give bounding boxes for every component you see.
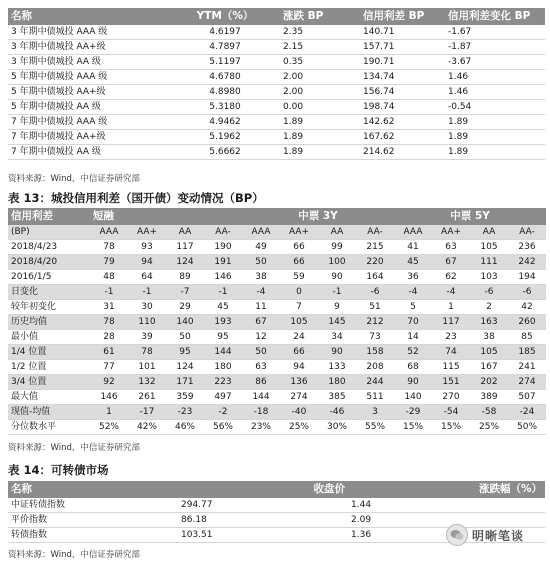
- table-cell: 274: [508, 375, 546, 390]
- table-cell: 89: [166, 270, 204, 285]
- table-cell: 190: [204, 240, 242, 255]
- table-cell: 4.6197: [170, 25, 280, 40]
- table-cell: 1.89: [445, 130, 545, 145]
- table-cell: 45: [394, 255, 432, 270]
- table-cell: 146: [90, 390, 128, 405]
- row-label: 1/4 位置: [8, 345, 90, 360]
- table-cell: 29: [166, 300, 204, 315]
- table-cell: 42: [508, 300, 546, 315]
- group-header-short: 短融: [90, 208, 242, 225]
- table-cell: 1.46: [445, 70, 545, 85]
- table-cell: -1.87: [445, 40, 545, 55]
- table-cell: 1.89: [445, 145, 545, 160]
- table-cell: 55%: [356, 420, 394, 435]
- group-header-mtn3y: 中票 3Y: [242, 208, 394, 225]
- table-cell: 220: [356, 255, 394, 270]
- table-cell: 2: [470, 300, 508, 315]
- table-row: [8, 40, 545, 55]
- table-cell: 4.8980: [170, 85, 280, 100]
- table-row: [8, 315, 546, 330]
- table-cell: 66: [280, 345, 318, 360]
- table-cell: 140: [394, 390, 432, 405]
- col-header-ytm: YTM（%）: [170, 8, 280, 25]
- table-cell: 85: [508, 330, 546, 345]
- table-cell: -4: [394, 285, 432, 300]
- table-cell: 49: [242, 240, 280, 255]
- table-cell: 70: [394, 315, 432, 330]
- table-cell: -58: [470, 405, 508, 420]
- table-cell: 90: [394, 375, 432, 390]
- unit-label: (BP): [8, 225, 90, 240]
- table-cell: 208: [356, 360, 394, 375]
- rating-header: AA: [470, 225, 508, 240]
- table-row: [8, 270, 546, 285]
- table-cell: 389: [470, 390, 508, 405]
- table-cell: -6: [508, 285, 546, 300]
- table-row: [8, 375, 546, 390]
- table-cell: 23: [432, 330, 470, 345]
- table-row: [8, 330, 546, 345]
- table-cell: 5: [394, 300, 432, 315]
- rating-header: AAA: [90, 225, 128, 240]
- table-cell: 163: [470, 315, 508, 330]
- table-cell: 100: [318, 255, 356, 270]
- table-cell: 385: [318, 390, 356, 405]
- table-cell: 61: [90, 345, 128, 360]
- table1-source: 资料来源：Wind，中信证券研究部: [8, 174, 140, 184]
- table-cell: 1.36: [348, 528, 545, 543]
- rating-header: AAA: [394, 225, 432, 240]
- table-cell: 66: [280, 255, 318, 270]
- table-cell: 270: [432, 390, 470, 405]
- table-cell: 25%: [470, 420, 508, 435]
- table-row: [8, 145, 545, 160]
- row-label: 最小值: [8, 330, 90, 345]
- table-cell: 63: [432, 240, 470, 255]
- table-cell: 198.74: [360, 100, 445, 115]
- table-cell: 24: [280, 330, 318, 345]
- row-label: 转债指数: [8, 528, 178, 543]
- table-cell: 359: [166, 390, 204, 405]
- table-cell: -17: [128, 405, 166, 420]
- table-row: [8, 130, 545, 145]
- table-cell: 1.44: [348, 498, 545, 513]
- table-cell: 42%: [128, 420, 166, 435]
- rating-header: AA: [318, 225, 356, 240]
- row-label: 3 年期中债城投 AA 级: [8, 55, 170, 70]
- table-cell: -1.67: [445, 25, 545, 40]
- table-cell: 78: [90, 240, 128, 255]
- table-cell: -4: [242, 285, 280, 300]
- col-header-spread-change: 信用利差变化 BP: [445, 8, 545, 25]
- row-label: 3 年期中债城投 AA+级: [8, 40, 170, 55]
- col-header-close: 收盘价: [178, 481, 348, 498]
- table-cell: 15%: [432, 420, 470, 435]
- table-cell: 50%: [508, 420, 546, 435]
- spread-group-header: [8, 208, 546, 225]
- table-cell: -18: [242, 405, 280, 420]
- table-cell: 31: [90, 300, 128, 315]
- table-cell: 124: [166, 360, 204, 375]
- table-row: [8, 390, 546, 405]
- table-cell: 167: [470, 360, 508, 375]
- table-cell: 1.89: [280, 130, 360, 145]
- table-cell: 30: [128, 300, 166, 315]
- row-label: 5 年期中债城投 AA+级: [8, 85, 170, 100]
- table-cell: 78: [90, 315, 128, 330]
- table-cell: 1: [90, 405, 128, 420]
- table-cell: 214.62: [360, 145, 445, 160]
- table-cell: 145: [318, 315, 356, 330]
- table-cell: 511: [356, 390, 394, 405]
- table-cell: 4.7897: [170, 40, 280, 55]
- table-row: [8, 300, 546, 315]
- table-row: [8, 85, 545, 100]
- table-cell: -24: [508, 405, 546, 420]
- table-cell: 74: [432, 345, 470, 360]
- row-label: 3 年期中债城投 AAA 级: [8, 25, 170, 40]
- row-label: 历史均值: [8, 315, 90, 330]
- table-row: [8, 25, 545, 40]
- table-cell: 115: [432, 360, 470, 375]
- table-cell: 261: [128, 390, 166, 405]
- table-cell: 5.6662: [170, 145, 280, 160]
- table2-caption: 表 13：城投信用利差（国开债）变动情况（BP）: [8, 191, 264, 205]
- table3-source: 资料来源：Wind，中信证券研究部: [8, 550, 140, 560]
- table-cell: 101: [128, 360, 166, 375]
- table-cell: 94: [128, 255, 166, 270]
- table-cell: 2.15: [280, 40, 360, 55]
- convertible-table-header: [8, 481, 545, 498]
- rating-header: AA-: [356, 225, 394, 240]
- table-cell: 194: [508, 270, 546, 285]
- row-label: 分位数水平: [8, 420, 90, 435]
- table-cell: 1.89: [445, 115, 545, 130]
- table-cell: 41: [394, 240, 432, 255]
- table-cell: 93: [128, 240, 166, 255]
- table-cell: 171: [166, 375, 204, 390]
- row-label: 中证转债指数: [8, 498, 178, 513]
- col-header-change: 涨跌 BP: [280, 8, 360, 25]
- table-cell: 9: [318, 300, 356, 315]
- table-cell: 103.51: [178, 528, 348, 543]
- table-cell: 38: [242, 270, 280, 285]
- table-cell: 2.00: [280, 85, 360, 100]
- table-cell: 1: [432, 300, 470, 315]
- table-cell: 136: [280, 375, 318, 390]
- table-cell: 1.46: [445, 85, 545, 100]
- table-cell: 25%: [280, 420, 318, 435]
- table-row: [8, 255, 546, 270]
- table-cell: 86: [242, 375, 280, 390]
- table-cell: 294.77: [178, 498, 348, 513]
- table-cell: -6: [470, 285, 508, 300]
- col-header-name: 名称: [8, 8, 170, 25]
- table-cell: 28: [90, 330, 128, 345]
- row-label: 2018/4/23: [8, 240, 90, 255]
- table-cell: -4: [432, 285, 470, 300]
- table-cell: 86.18: [178, 513, 348, 528]
- table-cell: 212: [356, 315, 394, 330]
- table-cell: -2: [204, 405, 242, 420]
- table-cell: 117: [166, 240, 204, 255]
- watermark-text: 明晰笔谈: [472, 528, 525, 543]
- table-cell: -3.67: [445, 55, 545, 70]
- row-label: 较年初变化: [8, 300, 90, 315]
- table-cell: 4.9462: [170, 115, 280, 130]
- rating-header: AA+: [128, 225, 166, 240]
- table-cell: 3: [356, 405, 394, 420]
- table-cell: 77: [90, 360, 128, 375]
- table-cell: 193: [204, 315, 242, 330]
- rating-header: AA+: [280, 225, 318, 240]
- table-cell: 95: [204, 330, 242, 345]
- table-cell: 215: [356, 240, 394, 255]
- table-cell: 274: [280, 390, 318, 405]
- table-cell: 0.35: [280, 55, 360, 70]
- table-cell: 38: [470, 330, 508, 345]
- table-row: [8, 360, 546, 375]
- rating-header: AA+: [432, 225, 470, 240]
- credit-spread-table: [8, 208, 546, 435]
- table-cell: 236: [508, 240, 546, 255]
- row-label: 7 年期中债城投 AA+级: [8, 130, 170, 145]
- table-cell: 4.6780: [170, 70, 280, 85]
- row-label: 2016/1/5: [8, 270, 90, 285]
- table-cell: -0.54: [445, 100, 545, 115]
- table-cell: 78: [128, 345, 166, 360]
- table-cell: 94: [280, 360, 318, 375]
- table-cell: 79: [90, 255, 128, 270]
- table-cell: -7: [166, 285, 204, 300]
- table-cell: 134.74: [360, 70, 445, 85]
- table2-source: 资料来源：Wind，中信证券研究部: [8, 443, 140, 453]
- row-label: 现值-均值: [8, 405, 90, 420]
- table-cell: -40: [280, 405, 318, 420]
- table-row: [8, 285, 546, 300]
- table-cell: 59: [280, 270, 318, 285]
- table-cell: 180: [318, 375, 356, 390]
- table-cell: 63: [242, 360, 280, 375]
- row-label: 2018/4/20: [8, 255, 90, 270]
- rating-header: AA-: [508, 225, 546, 240]
- table-cell: 0: [280, 285, 318, 300]
- table-row: [8, 55, 545, 70]
- watermark: [446, 522, 524, 548]
- row-label: 5 年期中债城投 AA 级: [8, 100, 170, 115]
- table-cell: 497: [204, 390, 242, 405]
- table-cell: 260: [508, 315, 546, 330]
- table-cell: 140.71: [360, 25, 445, 40]
- col-header-spread: 信用利差 BP: [360, 8, 445, 25]
- table-cell: 241: [508, 360, 546, 375]
- table3-caption: 表 14：可转债市场: [8, 463, 109, 477]
- row-label: 最大值: [8, 390, 90, 405]
- table-cell: 62: [432, 270, 470, 285]
- table-cell: 144: [242, 390, 280, 405]
- table-cell: 105: [470, 240, 508, 255]
- rating-header: AA: [166, 225, 204, 240]
- table-row: [8, 498, 545, 513]
- table-cell: 67: [432, 255, 470, 270]
- rating-header: AAA: [242, 225, 280, 240]
- table-row: [8, 345, 546, 360]
- table-row: [8, 100, 545, 115]
- table-cell: 15%: [394, 420, 432, 435]
- group-header-spread: 信用利差: [8, 208, 90, 225]
- row-label: 平价指数: [8, 513, 178, 528]
- table-cell: 14: [394, 330, 432, 345]
- table-cell: 50: [166, 330, 204, 345]
- rating-header: AA-: [204, 225, 242, 240]
- table-cell: 68: [394, 360, 432, 375]
- table-row: [8, 405, 546, 420]
- table-cell: 51: [356, 300, 394, 315]
- table-cell: 167.62: [360, 130, 445, 145]
- table-cell: 158: [356, 345, 394, 360]
- table-cell: 46%: [166, 420, 204, 435]
- table-cell: 151: [432, 375, 470, 390]
- table-cell: -1: [90, 285, 128, 300]
- table-cell: 5.1197: [170, 55, 280, 70]
- table-cell: 190.71: [360, 55, 445, 70]
- table-cell: 39: [128, 330, 166, 345]
- row-label: 1/2 位置: [8, 360, 90, 375]
- table-cell: -1: [204, 285, 242, 300]
- table-cell: 1.89: [280, 115, 360, 130]
- table-cell: 23%: [242, 420, 280, 435]
- table-cell: 2.00: [280, 70, 360, 85]
- table-cell: 73: [356, 330, 394, 345]
- table-row: [8, 115, 545, 130]
- table-row: [8, 70, 545, 85]
- table-cell: 110: [128, 315, 166, 330]
- table-cell: 132: [128, 375, 166, 390]
- table-cell: 191: [204, 255, 242, 270]
- table-cell: -46: [318, 405, 356, 420]
- table-cell: 36: [394, 270, 432, 285]
- table-cell: 133: [318, 360, 356, 375]
- table-cell: 12: [242, 330, 280, 345]
- table-cell: 111: [470, 255, 508, 270]
- table-cell: 56%: [204, 420, 242, 435]
- table-cell: 223: [204, 375, 242, 390]
- table-cell: 156.74: [360, 85, 445, 100]
- row-label: 7 年期中债城投 AAA 级: [8, 115, 170, 130]
- table-cell: 1.89: [280, 145, 360, 160]
- wechat-icon: [446, 524, 468, 546]
- ytm-table: [8, 8, 545, 160]
- table-cell: 142.62: [360, 115, 445, 130]
- table-cell: 95: [166, 345, 204, 360]
- table-cell: 90: [318, 345, 356, 360]
- table-cell: 50: [242, 345, 280, 360]
- table-cell: 103: [470, 270, 508, 285]
- table-cell: 66: [280, 240, 318, 255]
- table-cell: 5.1962: [170, 130, 280, 145]
- table-cell: 92: [90, 375, 128, 390]
- table-cell: 52%: [90, 420, 128, 435]
- table-cell: 202: [470, 375, 508, 390]
- table-cell: -54: [432, 405, 470, 420]
- table-cell: 507: [508, 390, 546, 405]
- table-cell: 185: [508, 345, 546, 360]
- table-cell: 90: [318, 270, 356, 285]
- table-cell: 52: [394, 345, 432, 360]
- table-cell: 64: [128, 270, 166, 285]
- table-cell: 117: [432, 315, 470, 330]
- table-cell: 30%: [318, 420, 356, 435]
- row-label: 3/4 位置: [8, 375, 90, 390]
- table-cell: 67: [242, 315, 280, 330]
- col-header-name: 名称: [8, 481, 178, 498]
- table-cell: 11: [242, 300, 280, 315]
- table-cell: 34: [318, 330, 356, 345]
- row-label: 5 年期中债城投 AAA 级: [8, 70, 170, 85]
- row-label: 日变化: [8, 285, 90, 300]
- table-cell: 7: [280, 300, 318, 315]
- row-label: 7 年期中债城投 AA 级: [8, 145, 170, 160]
- table-row: [8, 420, 546, 435]
- table-cell: 105: [470, 345, 508, 360]
- spread-sub-header: [8, 225, 546, 240]
- table-cell: 244: [356, 375, 394, 390]
- table-cell: -1: [128, 285, 166, 300]
- table-cell: 105: [280, 315, 318, 330]
- table-cell: 45: [204, 300, 242, 315]
- table-cell: 2.09: [348, 513, 545, 528]
- table-cell: 180: [204, 360, 242, 375]
- table-cell: -6: [356, 285, 394, 300]
- table-cell: -1: [318, 285, 356, 300]
- table-cell: 2.35: [280, 25, 360, 40]
- table-cell: 146: [204, 270, 242, 285]
- ytm-table-header: [8, 8, 545, 25]
- table-cell: 50: [242, 255, 280, 270]
- table-cell: 48: [90, 270, 128, 285]
- table-cell: 99: [318, 240, 356, 255]
- col-header-pct-change: 涨跌幅（%）: [348, 481, 545, 498]
- table-cell: 242: [508, 255, 546, 270]
- table-cell: 140: [166, 315, 204, 330]
- table-cell: 157.71: [360, 40, 445, 55]
- table-cell: 144: [204, 345, 242, 360]
- table-cell: 5.3180: [170, 100, 280, 115]
- table-row: [8, 240, 546, 255]
- table-cell: 124: [166, 255, 204, 270]
- table-cell: -23: [166, 405, 204, 420]
- table-cell: -29: [394, 405, 432, 420]
- table-cell: 164: [356, 270, 394, 285]
- group-header-mtn5y: 中票 5Y: [394, 208, 546, 225]
- table-cell: 0.00: [280, 100, 360, 115]
